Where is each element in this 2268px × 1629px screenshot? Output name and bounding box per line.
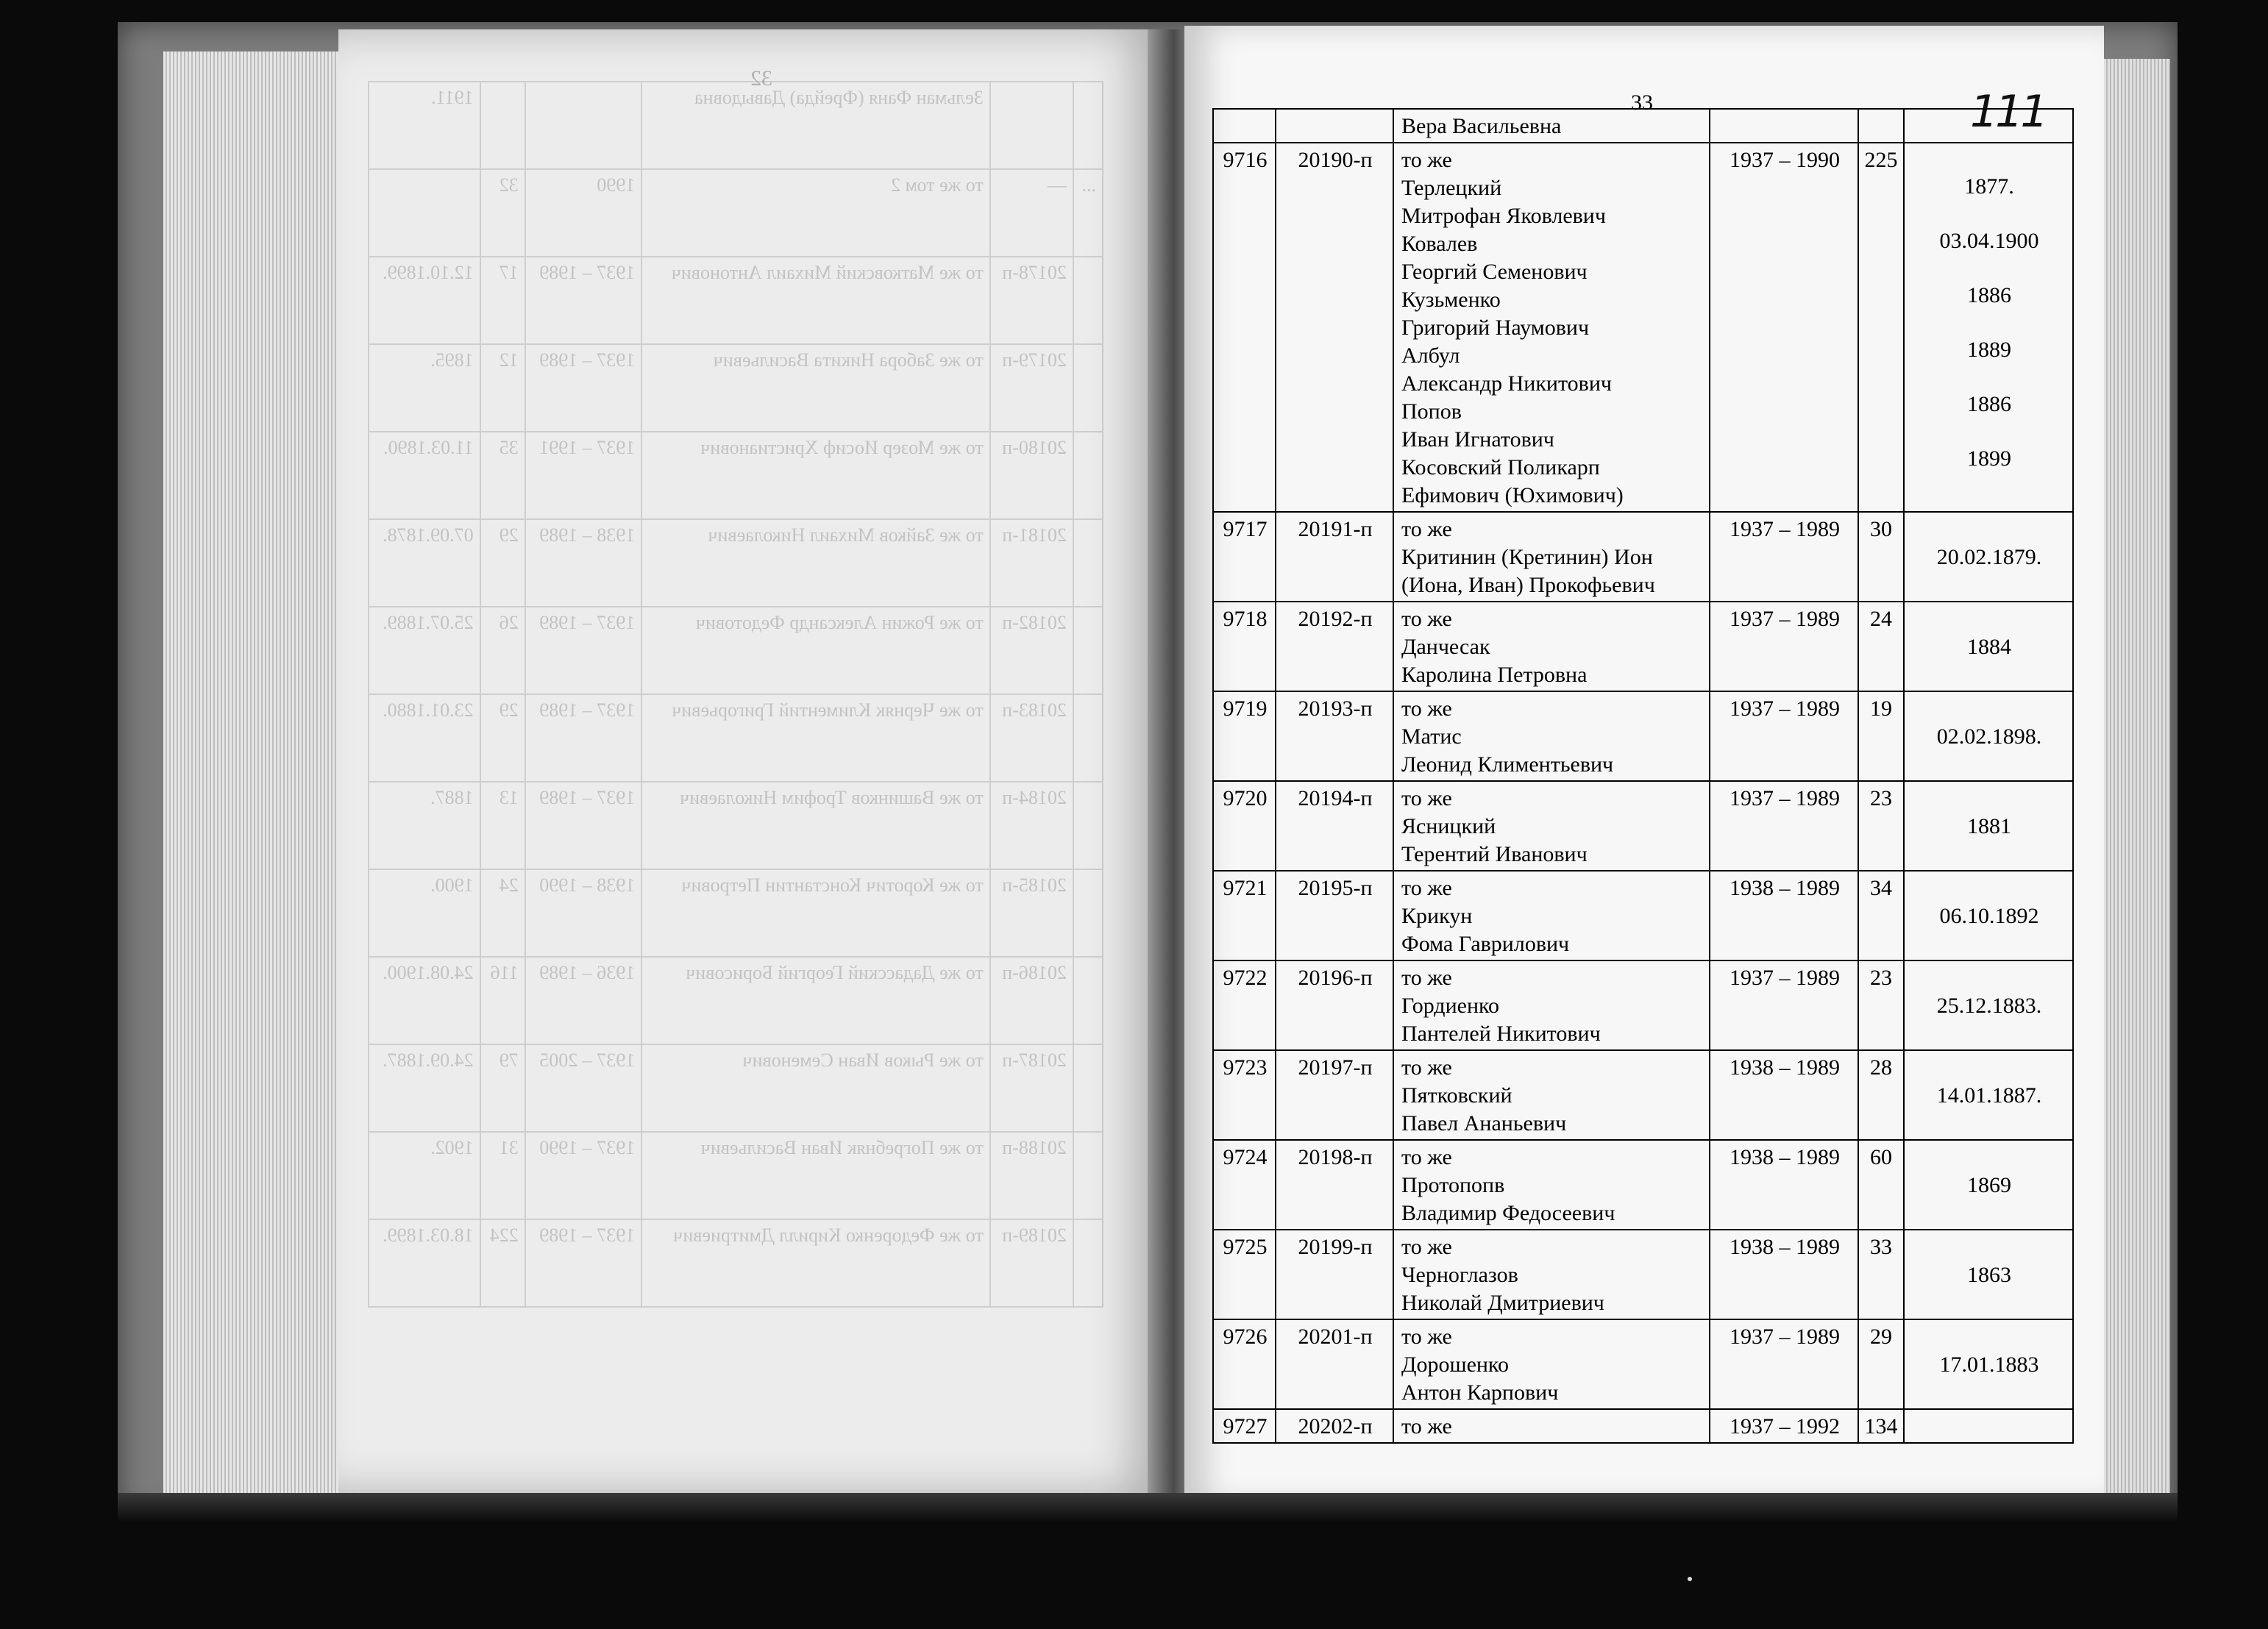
ghost-cell: то же Матковский Михаил Антонович — [641, 257, 990, 344]
cell-date — [1904, 512, 2073, 602]
ghost-cell: 1938 – 1990 — [525, 869, 642, 957]
ghost-cell — [1073, 782, 1103, 869]
cell-case: 20198-п — [1276, 1140, 1393, 1230]
cell-date — [1904, 143, 2073, 512]
ghost-cell: то же Федоренко Кирилл Дмитриевич — [641, 1219, 990, 1307]
name-line: Крикун — [1401, 904, 1473, 928]
cell-name — [1393, 1140, 1710, 1230]
right-page — [1184, 26, 2104, 1504]
ghost-cell: то же Рожин Александр Федотович — [641, 607, 990, 694]
cell-sheets — [1858, 109, 1904, 143]
cell-name — [1393, 1409, 1710, 1443]
ghost-cell: то же Рыков Иван Семенович — [641, 1044, 990, 1132]
table-row — [1213, 781, 2073, 871]
ghost-cell: 1937 – 1991 — [525, 432, 642, 519]
ghost-cell: 24.09.1887. — [369, 1044, 480, 1132]
cell-years: 1937 – 1989 — [1710, 781, 1858, 871]
name-line: то же — [1401, 1145, 1452, 1169]
date-line: 1899 — [1967, 446, 2011, 471]
name-line: Терентий Иванович — [1401, 842, 1588, 866]
cell-sheets: 23 — [1858, 781, 1904, 871]
ghost-cell: 12 — [480, 344, 525, 432]
ghost-row — [369, 257, 1103, 344]
date-line: 1889 — [1967, 338, 2011, 362]
ghost-row — [369, 957, 1103, 1044]
table-row — [1213, 143, 2073, 512]
name-line: Иван Игнатович — [1401, 427, 1554, 452]
ghost-cell: 224 — [480, 1219, 525, 1307]
name-line: Кузьменко — [1401, 288, 1501, 312]
date-line: 1877. — [1964, 174, 2014, 199]
ghost-cell: 20178-п — [990, 257, 1073, 344]
cell-years — [1710, 109, 1858, 143]
cell-num — [1213, 109, 1276, 143]
ghost-cell — [1073, 694, 1103, 782]
ghost-cell: 20182-п — [990, 607, 1073, 694]
name-line: Попов — [1401, 399, 1462, 424]
cell-date — [1904, 1230, 2073, 1319]
name-line: Албул — [1401, 343, 1460, 368]
cell-case: 20201-п — [1276, 1319, 1393, 1409]
cell-num: 9727 — [1213, 1409, 1276, 1443]
ghost-table — [368, 81, 1103, 1308]
cell-years: 1937 – 1989 — [1710, 602, 1858, 691]
handwritten-sheet-number: 111 — [1970, 86, 2046, 138]
ghost-cell: 29 — [480, 519, 525, 607]
name-line: то же — [1401, 1325, 1452, 1349]
ghost-cell: ... — [1073, 169, 1103, 257]
ghost-cell: 20187-п — [990, 1044, 1073, 1132]
ghost-cell — [525, 82, 642, 169]
left-page — [338, 29, 1162, 1493]
name-line: Фома Гаврилович — [1401, 932, 1570, 956]
ghost-cell: 1937 – 1989 — [525, 257, 642, 344]
cell-date — [1904, 109, 2073, 143]
ghost-cell — [1073, 869, 1103, 957]
name-line: Владимир Федосеевич — [1401, 1201, 1615, 1225]
ghost-cell: 11.03.1890. — [369, 432, 480, 519]
ghost-cell: 116 — [480, 957, 525, 1044]
ghost-cell: 26 — [480, 607, 525, 694]
cell-num: 9718 — [1213, 602, 1276, 691]
ghost-row — [369, 1132, 1103, 1219]
table-row-continuation — [1213, 109, 2073, 143]
name-line: Протопопв — [1401, 1173, 1505, 1197]
date-line: 06.10.1892 — [1939, 904, 2039, 928]
cell-case: 20199-п — [1276, 1230, 1393, 1319]
ghost-cell: 1887. — [369, 782, 480, 869]
cell-date — [1904, 1050, 2073, 1140]
name-line: Митрофан Яковлевич — [1401, 204, 1606, 228]
ghost-cell: 12.10.1899. — [369, 257, 480, 344]
ghost-cell — [1073, 607, 1103, 694]
ghost-cell: 1937 – 1989 — [525, 782, 642, 869]
table-row — [1213, 602, 2073, 691]
ghost-cell: то же Черняк Климентий Григорьевич — [641, 694, 990, 782]
date-line: 14.01.1887. — [1936, 1083, 2042, 1108]
date-line: 1881 — [1967, 814, 2011, 838]
name-line: Косовский Поликарп — [1401, 455, 1600, 480]
cell-sheets: 23 — [1858, 960, 1904, 1050]
cell-sheets: 29 — [1858, 1319, 1904, 1409]
name-line: то же — [1401, 1235, 1452, 1259]
cell-name — [1393, 960, 1710, 1050]
cell-num: 9723 — [1213, 1050, 1276, 1140]
ghost-row — [369, 869, 1103, 957]
ghost-cell: 1902. — [369, 1132, 480, 1219]
ghost-cell — [1073, 1044, 1103, 1132]
ghost-cell: 24.08.1900. — [369, 957, 480, 1044]
name-line: то же — [1401, 517, 1452, 541]
ghost-row — [369, 344, 1103, 432]
table-row — [1213, 871, 2073, 960]
cell-sheets: 33 — [1858, 1230, 1904, 1319]
ghost-cell — [480, 82, 525, 169]
date-line: 02.02.1898. — [1936, 724, 2042, 749]
ghost-cell — [1073, 432, 1103, 519]
cell-years: 1938 – 1989 — [1710, 871, 1858, 960]
ghost-page-number: 32 — [750, 66, 772, 90]
ghost-cell: то же Зайков Михаил Николаевич — [641, 519, 990, 607]
ghost-cell — [1073, 1219, 1103, 1307]
ghost-row — [369, 694, 1103, 782]
cell-num: 9717 — [1213, 512, 1276, 602]
cell-sheets: 19 — [1858, 691, 1904, 781]
cell-name — [1393, 1319, 1710, 1409]
cell-sheets: 24 — [1858, 602, 1904, 691]
ghost-cell — [1073, 1132, 1103, 1219]
date-line: 1886 — [1967, 283, 2011, 307]
dust-speck — [1688, 1577, 1692, 1581]
cell-case: 20193-п — [1276, 691, 1393, 781]
cell-sheets: 225 — [1858, 143, 1904, 512]
cell-sheets: 34 — [1858, 871, 1904, 960]
cell-name — [1393, 1230, 1710, 1319]
table-row — [1213, 1050, 2073, 1140]
date-line: 20.02.1879. — [1936, 545, 2042, 569]
name-line: то же — [1401, 148, 1452, 172]
name-line: Терлецкий — [1401, 176, 1502, 200]
cell-years: 1938 – 1989 — [1710, 1050, 1858, 1140]
cell-years: 1937 – 1989 — [1710, 1319, 1858, 1409]
ghost-cell: 32 — [480, 169, 525, 257]
ghost-cell: то же том 2 — [641, 169, 990, 257]
name-line: Ковалев — [1401, 232, 1478, 256]
ghost-cell: Зельман Фаня (Фрейда) Давыдовна — [641, 82, 990, 169]
cell-sheets: 134 — [1858, 1409, 1904, 1443]
cell-date — [1904, 691, 2073, 781]
name-line: Матис — [1401, 724, 1462, 749]
cell-num: 9720 — [1213, 781, 1276, 871]
table-row — [1213, 512, 2073, 602]
name-line: Каролина Петровна — [1401, 663, 1588, 687]
cell-case: 20197-п — [1276, 1050, 1393, 1140]
date-line: 17.01.1883 — [1939, 1352, 2039, 1377]
name-line: то же — [1401, 1414, 1452, 1439]
ghost-cell — [1073, 344, 1103, 432]
table-row — [1213, 960, 2073, 1050]
cell-name — [1393, 602, 1710, 691]
ghost-cell: 1937 – 1989 — [525, 344, 642, 432]
cell-years: 1937 – 1990 — [1710, 143, 1858, 512]
ghost-cell: то же Дадасский Георгий Борисович — [641, 957, 990, 1044]
ghost-cell: 1937 – 1989 — [525, 1219, 642, 1307]
name-line: Георгий Семенович — [1401, 260, 1588, 284]
name-line: то же — [1401, 696, 1452, 721]
name-line: Антон Карпович — [1401, 1380, 1559, 1405]
ghost-cell: то же Вашинков Трофим Николаевич — [641, 782, 990, 869]
cell-case: 20191-п — [1276, 512, 1393, 602]
table-row — [1213, 1230, 2073, 1319]
ghost-row — [369, 1219, 1103, 1307]
ghost-cell: 17 — [480, 257, 525, 344]
table-row — [1213, 1319, 2073, 1409]
cell-case: 20194-п — [1276, 781, 1393, 871]
cell-num: 9725 — [1213, 1230, 1276, 1319]
cell-case: 20192-п — [1276, 602, 1393, 691]
cell-sheets: 60 — [1858, 1140, 1904, 1230]
name-line: то же — [1401, 1055, 1452, 1080]
ghost-cell: 20186-п — [990, 957, 1073, 1044]
ghost-cell: — — [990, 169, 1073, 257]
cell-case: 20195-п — [1276, 871, 1393, 960]
name-line: Пятковский — [1401, 1083, 1512, 1108]
cell-name: Вера Васильевна — [1393, 109, 1710, 143]
ghost-cell — [1073, 519, 1103, 607]
date-line: 1884 — [1967, 635, 2011, 659]
ghost-cell: 31 — [480, 1132, 525, 1219]
ghost-cell: 20184-п — [990, 782, 1073, 869]
ghost-cell: 20181-п — [990, 519, 1073, 607]
ghost-row — [369, 519, 1103, 607]
name-line: Черноглазов — [1401, 1263, 1518, 1287]
date-line: 25.12.1883. — [1936, 994, 2042, 1018]
ghost-cell: то же Забора Никита Васильевич — [641, 344, 990, 432]
ghost-cell: 20189-п — [990, 1219, 1073, 1307]
cell-name — [1393, 1050, 1710, 1140]
ghost-cell: 20188-п — [990, 1132, 1073, 1219]
cell-num: 9721 — [1213, 871, 1276, 960]
ghost-cell: 23.01.1880. — [369, 694, 480, 782]
name-line: Ефимович (Юхимович) — [1401, 483, 1624, 507]
name-line: Пантелей Никитович — [1401, 1022, 1601, 1046]
ghost-cell — [1073, 82, 1103, 169]
cell-sheets: 28 — [1858, 1050, 1904, 1140]
ghost-cell: то же Коротич Константин Петрович — [641, 869, 990, 957]
ghost-row — [369, 607, 1103, 694]
ghost-row — [369, 1044, 1103, 1132]
ghost-cell: 1936 – 1989 — [525, 957, 642, 1044]
cell-num: 9719 — [1213, 691, 1276, 781]
cell-num: 9716 — [1213, 143, 1276, 512]
ghost-cell: 1900. — [369, 869, 480, 957]
cell-date — [1904, 602, 2073, 691]
name-line: Ясницкий — [1401, 814, 1496, 838]
ghost-cell: 79 — [480, 1044, 525, 1132]
table-row — [1213, 691, 2073, 781]
bottom-shadow — [118, 1493, 2178, 1522]
cell-name — [1393, 512, 1710, 602]
ghost-cell: 24 — [480, 869, 525, 957]
ghost-cell — [990, 82, 1073, 169]
cell-date — [1904, 1319, 2073, 1409]
ghost-cell: 1937 – 1990 — [525, 1132, 642, 1219]
ghost-cell: 07.09.1878. — [369, 519, 480, 607]
name-line: Дорошенко — [1401, 1352, 1509, 1377]
ghost-row — [369, 782, 1103, 869]
cell-num: 9724 — [1213, 1140, 1276, 1230]
ghost-cell: 1911. — [369, 82, 480, 169]
date-line: 03.04.1900 — [1939, 229, 2039, 253]
ghost-cell: то же Погребняк Иван Васильевич — [641, 1132, 990, 1219]
cell-date — [1904, 781, 2073, 871]
cell-sheets: 30 — [1858, 512, 1904, 602]
ghost-row — [369, 169, 1103, 257]
cell-name — [1393, 781, 1710, 871]
ghost-cell: 1937 – 1989 — [525, 607, 642, 694]
cell-date — [1904, 1140, 2073, 1230]
date-line: 1863 — [1967, 1263, 2011, 1287]
page-number: 33 — [1631, 90, 1653, 115]
cell-date — [1904, 871, 2073, 960]
cell-case: 20196-п — [1276, 960, 1393, 1050]
ghost-cell: 1895. — [369, 344, 480, 432]
ghost-row — [369, 432, 1103, 519]
ghost-cell: 1937 – 2005 — [525, 1044, 642, 1132]
ghost-cell — [369, 169, 480, 257]
cell-name — [1393, 871, 1710, 960]
name-line: то же — [1401, 876, 1452, 900]
ghost-cell: 13 — [480, 782, 525, 869]
cell-case — [1276, 109, 1393, 143]
ghost-cell: то же Мозер Иосиф Христианович — [641, 432, 990, 519]
ghost-cell: 20185-п — [990, 869, 1073, 957]
ghost-cell: 1938 – 1989 — [525, 519, 642, 607]
ghost-cell: 18.03.1899. — [369, 1219, 480, 1307]
ghost-cell: 20179-п — [990, 344, 1073, 432]
cell-date — [1904, 960, 2073, 1050]
ghost-cell: 35 — [480, 432, 525, 519]
ghost-cell: 1937 – 1989 — [525, 694, 642, 782]
cell-date — [1904, 1409, 2073, 1443]
show-through-text — [368, 81, 1103, 1419]
date-line: 1869 — [1967, 1173, 2011, 1197]
name-line: Николай Дмитриевич — [1401, 1291, 1604, 1315]
archive-ledger-table — [1212, 108, 2074, 1444]
ghost-cell: 20183-п — [990, 694, 1073, 782]
ghost-cell: 20180-п — [990, 432, 1073, 519]
name-line: Данчесак — [1401, 635, 1490, 659]
cell-case: 20190-п — [1276, 143, 1393, 512]
ghost-cell — [1073, 257, 1103, 344]
cell-years: 1937 – 1989 — [1710, 512, 1858, 602]
ghost-cell: 25.07.1889. — [369, 607, 480, 694]
cell-years: 1938 – 1989 — [1710, 1140, 1858, 1230]
cell-years: 1938 – 1989 — [1710, 1230, 1858, 1319]
name-line: Гордиенко — [1401, 994, 1500, 1018]
name-line: Павел Ананьевич — [1401, 1111, 1567, 1136]
name-line: Александр Никитович — [1401, 371, 1612, 396]
table-row — [1213, 1409, 2073, 1443]
name-line: (Иона, Иван) Прокофьевич — [1401, 573, 1655, 597]
cell-case: 20202-п — [1276, 1409, 1393, 1443]
table-row — [1213, 1140, 2073, 1230]
date-line: 1886 — [1967, 392, 2011, 416]
cell-years: 1937 – 1989 — [1710, 960, 1858, 1050]
cell-years: 1937 – 1989 — [1710, 691, 1858, 781]
ghost-row — [369, 82, 1103, 169]
name-line: Леонид Климентьевич — [1401, 752, 1614, 777]
cell-num: 9726 — [1213, 1319, 1276, 1409]
cell-num: 9722 — [1213, 960, 1276, 1050]
name-line: Критинин (Кретинин) Ион — [1401, 545, 1653, 569]
name-line: то же — [1401, 966, 1452, 990]
ghost-cell: 29 — [480, 694, 525, 782]
cell-name — [1393, 143, 1710, 512]
ghost-cell: 1990 — [525, 169, 642, 257]
name-line: то же — [1401, 607, 1452, 631]
name-line: то же — [1401, 786, 1452, 810]
name-line: Григорий Наумович — [1401, 316, 1590, 340]
ghost-cell — [1073, 957, 1103, 1044]
cell-years: 1937 – 1992 — [1710, 1409, 1858, 1443]
cell-name — [1393, 691, 1710, 781]
